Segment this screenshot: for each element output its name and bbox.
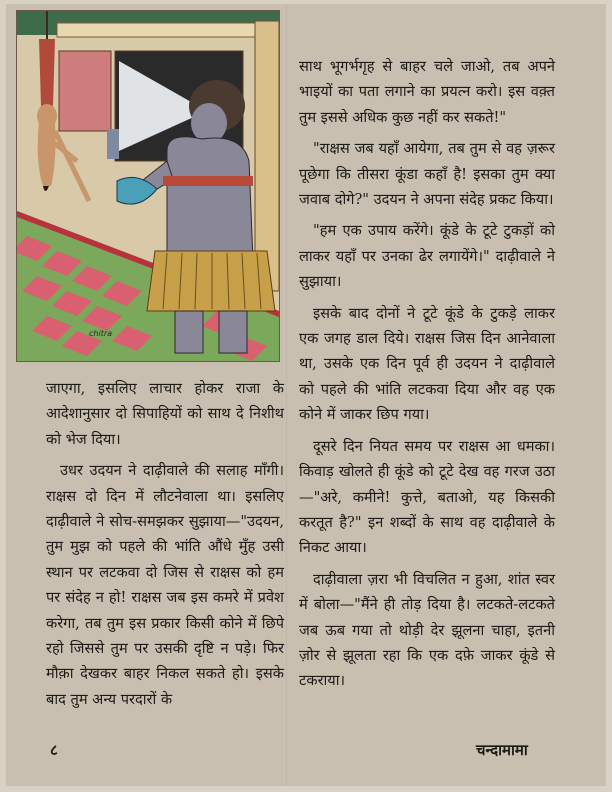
paragraph: दाढ़ीवाला ज़रा भी विचलित न हुआ, शांत स्वर में बोला—"मैंने ही तोड़ दिया है। लटकते-लटकते जब ऊब गया तो थोड़ी देर झूलना चाहा, इतनी ज़ोर से झूलता रहा कि एक दफ़े जाकर कूंडे से टकराया। (299, 570, 555, 690)
page (6, 4, 606, 786)
paragraph: "राक्षस जब यहाँ आयेगा, तब तुम से वह ज़रूर पूछेगा कि तीसरा कूंडा कहाँ है! इसका तुम क्या जवाब दोगे?" उदयन ने अपना संदेह प्रकट किया। (299, 140, 555, 209)
artist-signature: chitra (89, 329, 113, 338)
paragraph: साथ भूगर्भगृह से बाहर चले जाओ, तब अपने भाइयों का पता लगाने का प्रयत्न करो। इस वक़्त तुम इससे अधिक कुछ नहीं कर सकते!" (299, 58, 555, 126)
paragraph: इसके बाद दोनों ने टूटे कूंडे के टुकड़े लाकर एक जगह डाल दिये। राक्षस जिस दिन आनेवाला था, उसके एक दिन पूर्व ही उदयन ने दाढ़ीवाले को पहले की भांति लटकवा दिया और वह एक कोने में जाकर छिप गया। (299, 304, 555, 424)
paragraph: दूसरे दिन नियत समय पर राक्षस आ धमका। किवाड़ खोलते ही कूंडे को टूटे देख वह गरज उठा—"अरे, कमीने! कुत्ते, बताओ, यह किसकी करतूत है?" इन शब्दों के साथ वह दाढ़ीवाले के निकट आया। (299, 437, 555, 557)
page-number: ८ (50, 741, 58, 759)
text-column-left (46, 376, 284, 718)
text-column-right (299, 54, 555, 700)
paragraph: जाएगा, इसलिए लाचार होकर राजा के आदेशानुसार दो सिपाहियों को साथ दे निशीथ को भेज दिया। (46, 380, 284, 448)
story-illustration (16, 10, 280, 362)
paragraph: उधर उदयन ने दाढ़ीवाले की सलाह माँगी। राक्षस दो दिन में लौटनेवाला था। इसलिए दाढ़ीवाले ने सोच-समझकर सुझाया—"उदयन, तुम मुझ को पहले की भांति औंधे मुँह उसी स्थान पर लटकवा दो जिस से राक्षस को हम पर संदेह न हो! राक्षस जब इस कमरे में प्रवेश करेगा, तब तुम इस प्रकार किसी कोने में छिपे रहो जिससे तुम पर उसकी दृष्टि न पड़े। फिर मौक़ा देखकर बाहर निकल सकते हो। इसके बाद तुम अन्य परदारों के (46, 462, 284, 708)
magazine-name: चन्दामामा (476, 741, 528, 759)
page-crease (286, 4, 287, 786)
paragraph: "हम एक उपाय करेंगे। कूंडे के टूटे टुकड़ों को लाकर यहाँ पर उनका ढेर लगायेंगे।" दाढ़ीवाले ने सुझाया। (299, 222, 555, 291)
